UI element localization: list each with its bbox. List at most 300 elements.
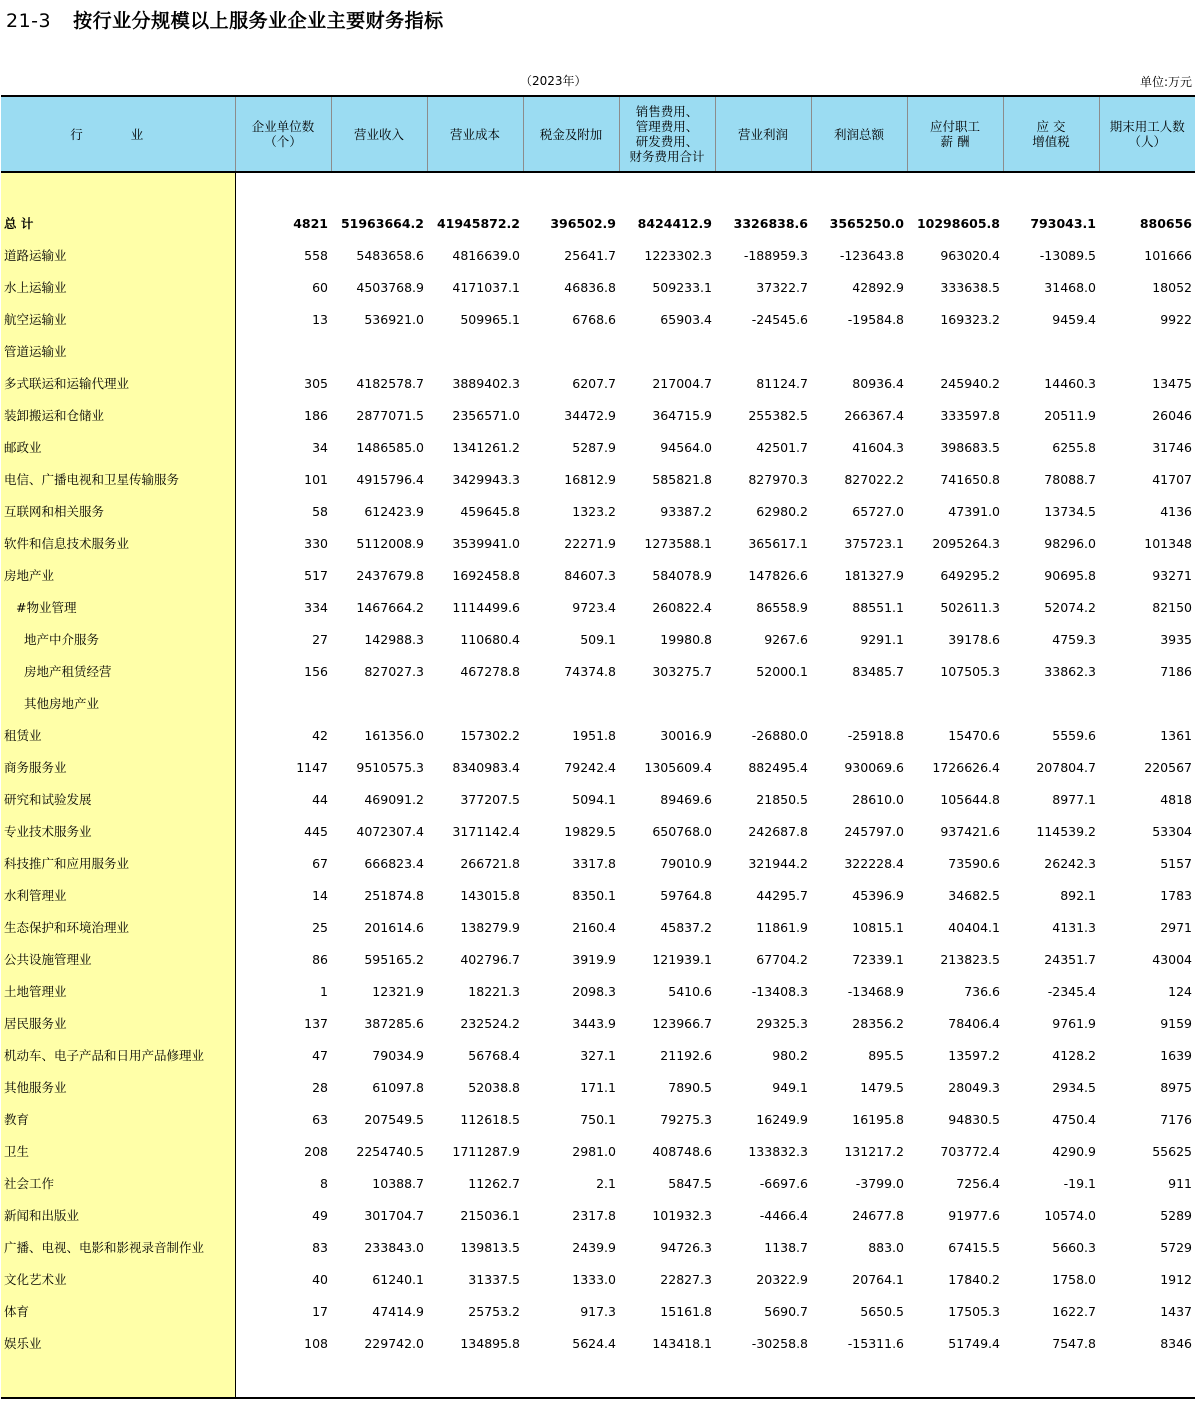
value-cell: 245940.2 — [940, 375, 1000, 391]
value-cell: 2160.4 — [572, 919, 616, 935]
value-cell: 52000.1 — [756, 663, 808, 679]
industry-name: 居民服务业 — [1, 1007, 235, 1039]
value-cell: 1912 — [1160, 1271, 1192, 1287]
value-cell: 156 — [304, 663, 328, 679]
value-cell: 827027.3 — [364, 663, 424, 679]
value-cell: 24351.7 — [1044, 951, 1096, 967]
value-cell: 8340983.4 — [452, 759, 520, 775]
value-cell: 4821 — [293, 215, 328, 231]
value-cell: -2345.4 — [1047, 983, 1096, 999]
value-cell: 12321.9 — [372, 983, 424, 999]
header-text: 研发费用、 — [635, 134, 699, 149]
table-row — [1, 1199, 1195, 1231]
header-text: 薪 酬 — [940, 134, 970, 149]
industry-name: 管道运输业 — [1, 335, 235, 367]
value-cell: 39178.6 — [948, 631, 1000, 647]
value-cell: 56768.4 — [468, 1047, 520, 1063]
value-cell: -19584.8 — [847, 311, 904, 327]
value-cell: 4128.2 — [1052, 1047, 1096, 1063]
value-cell: 89469.6 — [660, 791, 712, 807]
value-cell: 21850.5 — [756, 791, 808, 807]
value-cell: 333597.8 — [940, 407, 1000, 423]
value-cell: 42892.9 — [852, 279, 904, 295]
value-cell: 208 — [304, 1143, 328, 1159]
value-cell: 67415.5 — [948, 1239, 1000, 1255]
value-cell: 5624.4 — [572, 1335, 616, 1351]
value-cell: 649295.2 — [940, 567, 1000, 583]
value-cell — [619, 687, 715, 719]
value-cell: 123966.7 — [652, 1015, 712, 1031]
industry-name: 体育 — [1, 1295, 235, 1327]
value-cell: 45396.9 — [852, 887, 904, 903]
industry-name: 房地产租赁经营 — [1, 655, 235, 687]
value-cell: 19829.5 — [564, 823, 616, 839]
value-cell: 260822.4 — [652, 599, 712, 615]
value-cell: 1341261.2 — [452, 439, 520, 455]
value-cell: 90695.8 — [1044, 567, 1096, 583]
value-cell: 28610.0 — [852, 791, 904, 807]
value-cell: 3443.9 — [572, 1015, 616, 1031]
header-text: 管理费用、 — [635, 119, 699, 134]
value-cell — [1099, 335, 1195, 367]
value-cell: 101 — [304, 471, 328, 487]
bottom-row — [1, 1359, 1195, 1398]
industry-name: 娱乐业 — [1, 1327, 235, 1359]
header-text: 应 交 — [1036, 119, 1066, 134]
value-cell: 1758.0 — [1052, 1271, 1096, 1287]
industry-name: 航空运输业 — [1, 303, 235, 335]
value-cell: 2356571.0 — [452, 407, 520, 423]
value-cell: 98296.0 — [1044, 535, 1096, 551]
value-cell: 650768.0 — [652, 823, 712, 839]
value-cell: 741650.8 — [940, 471, 1000, 487]
value-cell — [235, 335, 331, 367]
table-number: 21-3 — [6, 10, 52, 32]
industry-name: 专业技术服务业 — [1, 815, 235, 847]
value-cell: 3889402.3 — [452, 375, 520, 391]
value-cell: 595165.2 — [364, 951, 424, 967]
value-cell: 9510575.3 — [356, 759, 424, 775]
value-cell: 34 — [312, 439, 328, 455]
value-cell: 16195.8 — [852, 1111, 904, 1127]
value-cell: 13734.5 — [1044, 503, 1096, 519]
value-cell: 131217.2 — [844, 1143, 904, 1159]
industry-name: #物业管理 — [1, 591, 235, 623]
value-cell: 134895.8 — [460, 1335, 520, 1351]
value-cell: 232524.2 — [460, 1015, 520, 1031]
spacer-row — [1, 172, 1195, 207]
value-cell: 502611.3 — [940, 599, 1000, 615]
finance-table — [1, 95, 1195, 1399]
value-cell: 398683.5 — [940, 439, 1000, 455]
industry-name: 水利管理业 — [1, 879, 235, 911]
value-cell: 143418.1 — [652, 1335, 712, 1351]
industry-name: 总 计 — [1, 207, 235, 239]
value-cell — [523, 335, 619, 367]
table-row — [1, 1135, 1195, 1167]
table-row — [1, 1071, 1195, 1103]
value-cell: 11262.7 — [468, 1175, 520, 1191]
header-text: 增值税 — [1032, 134, 1070, 149]
table-row — [1, 303, 1195, 335]
value-cell: 8975 — [1160, 1079, 1192, 1095]
value-cell: 4818 — [1160, 791, 1192, 807]
table-row — [1, 1263, 1195, 1295]
value-cell: 61240.1 — [372, 1271, 424, 1287]
value-cell: 5690.7 — [764, 1303, 808, 1319]
value-cell: 20764.1 — [852, 1271, 904, 1287]
value-cell: 16249.9 — [756, 1111, 808, 1127]
value-cell: 4290.9 — [1052, 1143, 1096, 1159]
value-cell: 21192.6 — [660, 1047, 712, 1063]
value-cell — [715, 687, 811, 719]
value-cell: 139813.5 — [460, 1239, 520, 1255]
value-cell: 5287.9 — [572, 439, 616, 455]
value-cell: 161356.0 — [364, 727, 424, 743]
value-cell: 46836.8 — [564, 279, 616, 295]
value-cell: 11861.9 — [756, 919, 808, 935]
value-cell: -6697.6 — [759, 1175, 808, 1191]
industry-name: 水上运输业 — [1, 271, 235, 303]
table-row — [1, 271, 1195, 303]
value-cell: 750.1 — [580, 1111, 616, 1127]
value-cell — [811, 335, 907, 367]
spacer-cell — [1, 1359, 235, 1398]
value-cell: 4131.3 — [1052, 919, 1096, 935]
header-col-2 — [331, 96, 427, 172]
header-col-7 — [811, 96, 907, 172]
value-cell: 137 — [304, 1015, 328, 1031]
header-text: 营业成本 — [449, 126, 500, 142]
value-cell: 42501.7 — [756, 439, 808, 455]
value-cell: 34682.5 — [948, 887, 1000, 903]
value-cell: 266721.8 — [460, 855, 520, 871]
value-cell: 124 — [1168, 983, 1192, 999]
value-cell: 5660.3 — [1052, 1239, 1096, 1255]
value-cell: 220567 — [1144, 759, 1192, 775]
value-cell: 2971 — [1160, 919, 1192, 935]
header-text: 营业收入 — [353, 126, 404, 142]
value-cell: 1783 — [1160, 887, 1192, 903]
value-cell: 105644.8 — [940, 791, 1000, 807]
value-cell: 13475 — [1152, 375, 1192, 391]
table-row — [1, 943, 1195, 975]
value-cell: 47391.0 — [948, 503, 1000, 519]
header-industry — [1, 96, 235, 172]
value-cell: 9291.1 — [860, 631, 904, 647]
value-cell: 15470.6 — [948, 727, 1000, 743]
value-cell: 207804.7 — [1036, 759, 1096, 775]
spacer-cell — [427, 172, 523, 207]
table-row — [1, 527, 1195, 559]
value-cell: 1361 — [1160, 727, 1192, 743]
industry-name: 研究和试验发展 — [1, 783, 235, 815]
value-cell — [1003, 687, 1099, 719]
value-cell: 736.6 — [964, 983, 1000, 999]
value-cell: 41945872.2 — [436, 215, 520, 231]
value-cell: 17840.2 — [948, 1271, 1000, 1287]
value-cell: 41604.3 — [852, 439, 904, 455]
header-text: 期末用工人数 — [1109, 119, 1185, 134]
value-cell: 112618.5 — [460, 1111, 520, 1127]
industry-name: 广播、电视、电影和影视录音制作业 — [1, 1231, 235, 1263]
value-cell: 8346 — [1160, 1335, 1192, 1351]
value-cell: 1726626.4 — [932, 759, 1000, 775]
value-cell: 101666 — [1144, 247, 1192, 263]
value-cell: 18221.3 — [468, 983, 520, 999]
table-row — [1, 1327, 1195, 1359]
value-cell: 101348 — [1144, 535, 1192, 551]
value-cell: 22271.9 — [564, 535, 616, 551]
value-cell: 81124.7 — [756, 375, 808, 391]
value-cell: 7176 — [1160, 1111, 1192, 1127]
value-cell: 402796.7 — [460, 951, 520, 967]
value-cell: 94830.5 — [948, 1111, 1000, 1127]
spacer-cell — [235, 1359, 331, 1398]
value-cell: 509233.1 — [652, 279, 712, 295]
spacer-cell — [235, 172, 331, 207]
value-cell: 40 — [312, 1271, 328, 1287]
table-row — [1, 1103, 1195, 1135]
value-cell: 16812.9 — [564, 471, 616, 487]
value-cell: 79275.3 — [660, 1111, 712, 1127]
value-cell: 963020.4 — [940, 247, 1000, 263]
value-cell: 121939.1 — [652, 951, 712, 967]
value-cell: 1114499.6 — [452, 599, 520, 615]
table-row — [1, 847, 1195, 879]
value-cell: 1692458.8 — [452, 567, 520, 583]
spacer-cell — [331, 1359, 427, 1398]
header-row — [1, 96, 1195, 172]
value-cell: 364715.9 — [652, 407, 712, 423]
value-cell: 2437679.8 — [356, 567, 424, 583]
value-cell: 4072307.4 — [356, 823, 424, 839]
value-cell: 233843.0 — [364, 1239, 424, 1255]
value-cell — [427, 335, 523, 367]
value-cell: 1138.7 — [764, 1239, 808, 1255]
value-cell: 3429943.3 — [452, 471, 520, 487]
value-cell: 895.5 — [868, 1047, 904, 1063]
value-cell: 27 — [312, 631, 328, 647]
value-cell: 7256.4 — [956, 1175, 1000, 1191]
table-row — [1, 751, 1195, 783]
value-cell: -19.1 — [1063, 1175, 1096, 1191]
value-cell: 37322.7 — [756, 279, 808, 295]
value-cell: 20511.9 — [1044, 407, 1096, 423]
value-cell: 2098.3 — [572, 983, 616, 999]
value-cell — [619, 335, 715, 367]
value-cell: 58 — [312, 503, 328, 519]
header-text: 应付职工 — [929, 119, 980, 134]
value-cell: 55625 — [1152, 1143, 1192, 1159]
spacer-cell — [715, 1359, 811, 1398]
value-cell: 6768.6 — [572, 311, 616, 327]
value-cell: -3799.0 — [855, 1175, 904, 1191]
value-cell: 217004.7 — [652, 375, 712, 391]
header-text: 利润总额 — [833, 126, 884, 142]
industry-name: 房地产业 — [1, 559, 235, 591]
value-cell: 25 — [312, 919, 328, 935]
table-row — [1, 399, 1195, 431]
value-cell: 84607.3 — [564, 567, 616, 583]
value-cell: 31746 — [1152, 439, 1192, 455]
value-cell: 147826.6 — [748, 567, 808, 583]
value-cell: 9761.9 — [1052, 1015, 1096, 1031]
value-cell: 467278.8 — [460, 663, 520, 679]
value-cell: 666823.4 — [364, 855, 424, 871]
industry-name: 地产中介服务 — [1, 623, 235, 655]
value-cell: 305 — [304, 375, 328, 391]
value-cell: 303275.7 — [652, 663, 712, 679]
value-cell: 375723.1 — [844, 535, 904, 551]
value-cell: -13089.5 — [1039, 247, 1096, 263]
spacer-cell — [811, 1359, 907, 1398]
value-cell: 138279.9 — [460, 919, 520, 935]
value-cell: 49 — [312, 1207, 328, 1223]
value-cell: 62980.2 — [756, 503, 808, 519]
header-col-3 — [427, 96, 523, 172]
value-cell: 612423.9 — [364, 503, 424, 519]
value-cell: 892.1 — [1060, 887, 1096, 903]
value-cell: -24545.6 — [751, 311, 808, 327]
value-cell: 703772.4 — [940, 1143, 1000, 1159]
value-cell: 930069.6 — [844, 759, 904, 775]
value-cell: 14 — [312, 887, 328, 903]
industry-name: 卫生 — [1, 1135, 235, 1167]
value-cell: 585821.8 — [652, 471, 712, 487]
value-cell — [715, 335, 811, 367]
value-cell: 94564.0 — [660, 439, 712, 455]
value-cell: 52038.8 — [468, 1079, 520, 1095]
value-cell: 3539941.0 — [452, 535, 520, 551]
header-col-8 — [907, 96, 1003, 172]
value-cell: 26046 — [1152, 407, 1192, 423]
value-cell: 15161.8 — [660, 1303, 712, 1319]
value-cell: 17 — [312, 1303, 328, 1319]
value-cell: 143015.8 — [460, 887, 520, 903]
value-cell: 82150 — [1152, 599, 1192, 615]
value-cell: 78406.4 — [948, 1015, 1000, 1031]
industry-name: 机动车、电子产品和日用产品修理业 — [1, 1039, 235, 1071]
value-cell: 827970.3 — [748, 471, 808, 487]
value-cell: 186 — [304, 407, 328, 423]
value-cell: 911 — [1168, 1175, 1192, 1191]
value-cell: 25753.2 — [468, 1303, 520, 1319]
value-cell: 3326838.6 — [733, 215, 808, 231]
value-cell: -15311.6 — [847, 1335, 904, 1351]
value-cell: 408748.6 — [652, 1143, 712, 1159]
spacer-cell — [1099, 1359, 1195, 1398]
value-cell: 157302.2 — [460, 727, 520, 743]
value-cell: 93387.2 — [660, 503, 712, 519]
table-row — [1, 719, 1195, 751]
value-cell: 79242.4 — [564, 759, 616, 775]
value-cell: 2317.8 — [572, 1207, 616, 1223]
industry-name: 文化艺术业 — [1, 1263, 235, 1295]
value-cell: 459645.8 — [460, 503, 520, 519]
value-cell: 52074.2 — [1044, 599, 1096, 615]
value-cell: 330 — [304, 535, 328, 551]
value-cell: 937421.6 — [940, 823, 1000, 839]
value-cell: 4816639.0 — [452, 247, 520, 263]
header-col-1 — [235, 96, 331, 172]
value-cell: 5094.1 — [572, 791, 616, 807]
value-cell: 2254740.5 — [356, 1143, 424, 1159]
header-col-4 — [523, 96, 619, 172]
table-row — [1, 495, 1195, 527]
value-cell: 86 — [312, 951, 328, 967]
table-row — [1, 1007, 1195, 1039]
value-cell: 10574.0 — [1044, 1207, 1096, 1223]
value-cell: 536921.0 — [364, 311, 424, 327]
year-label: （2023年） — [520, 74, 587, 88]
value-cell: -13408.3 — [751, 983, 808, 999]
spacer-cell — [1003, 1359, 1099, 1398]
value-cell: 9267.6 — [764, 631, 808, 647]
header-col-6 — [715, 96, 811, 172]
value-cell: 91977.6 — [948, 1207, 1000, 1223]
value-cell: 107505.3 — [940, 663, 1000, 679]
value-cell: 1223302.3 — [644, 247, 712, 263]
value-cell: 1305609.4 — [644, 759, 712, 775]
value-cell: 321944.2 — [748, 855, 808, 871]
value-cell: 793043.1 — [1030, 215, 1096, 231]
value-cell: 42 — [312, 727, 328, 743]
value-cell: -4466.4 — [759, 1207, 808, 1223]
value-cell: 9159 — [1160, 1015, 1192, 1031]
value-cell: 83 — [312, 1239, 328, 1255]
value-cell: 1 — [320, 983, 328, 999]
spacer-cell — [811, 172, 907, 207]
industry-name: 电信、广播电视和卫星传输服务 — [1, 463, 235, 495]
value-cell: 29325.3 — [756, 1015, 808, 1031]
spacer-cell — [523, 1359, 619, 1398]
header-text: 营业利润 — [737, 126, 788, 142]
value-cell: 79010.9 — [660, 855, 712, 871]
header-text: 财务费用合计 — [629, 149, 705, 164]
value-cell: 2981.0 — [572, 1143, 616, 1159]
table-row — [1, 911, 1195, 943]
value-cell: 28356.2 — [852, 1015, 904, 1031]
value-cell: 509.1 — [580, 631, 616, 647]
value-cell: 7890.5 — [668, 1079, 712, 1095]
industry-name: 多式联运和运输代理业 — [1, 367, 235, 399]
value-cell: 30016.9 — [660, 727, 712, 743]
value-cell: 1622.7 — [1052, 1303, 1096, 1319]
table-row — [1, 1231, 1195, 1263]
value-cell: 387285.6 — [364, 1015, 424, 1031]
value-cell: 34472.9 — [564, 407, 616, 423]
industry-name: 公共设施管理业 — [1, 943, 235, 975]
value-cell: 142988.3 — [364, 631, 424, 647]
table-row — [1, 591, 1195, 623]
industry-name: 租赁业 — [1, 719, 235, 751]
table-row — [1, 879, 1195, 911]
spacer-cell — [907, 172, 1003, 207]
value-cell: 14460.3 — [1044, 375, 1096, 391]
value-cell — [331, 687, 427, 719]
value-cell: 6207.7 — [572, 375, 616, 391]
total-row — [1, 207, 1195, 239]
value-cell: 63 — [312, 1111, 328, 1127]
value-cell: 28 — [312, 1079, 328, 1095]
value-cell: 101932.3 — [652, 1207, 712, 1223]
unit-label: 单位:万元 — [1139, 75, 1192, 89]
spacer-cell — [523, 172, 619, 207]
industry-name: 土地管理业 — [1, 975, 235, 1007]
value-cell: 47 — [312, 1047, 328, 1063]
value-cell: 110680.4 — [460, 631, 520, 647]
